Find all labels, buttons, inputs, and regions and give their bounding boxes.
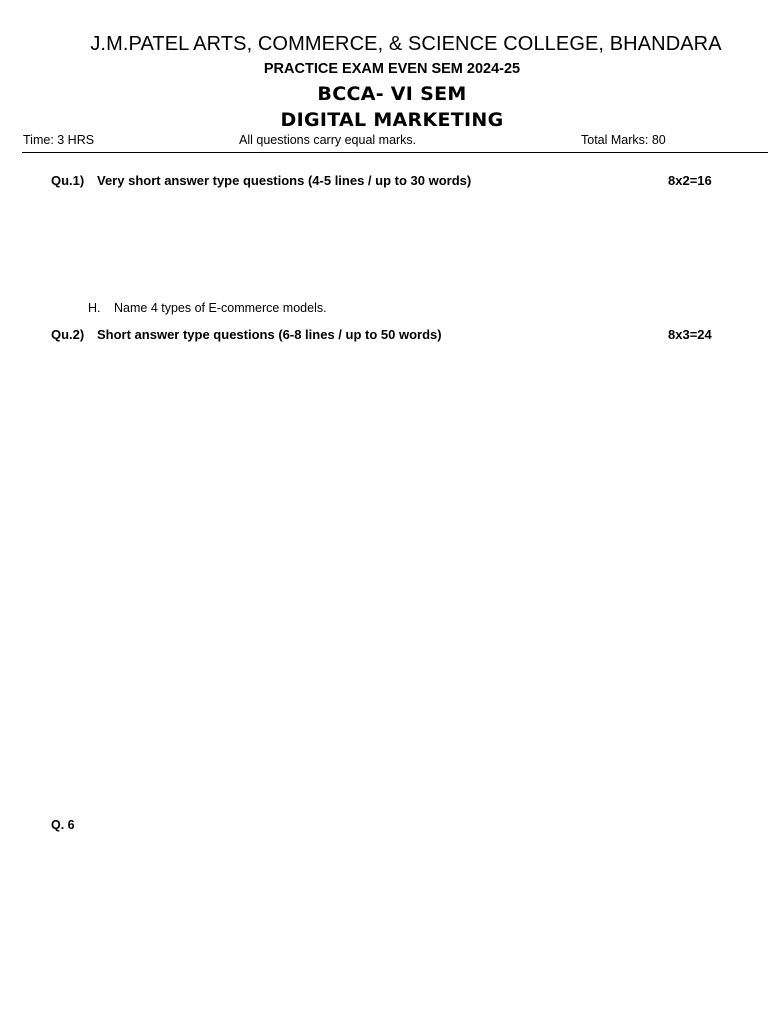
total-marks: Total Marks: 80 <box>581 133 666 147</box>
question-2-marks: 8x3=24 <box>668 327 712 342</box>
header-divider <box>22 152 768 153</box>
question-6-number: Q. 6 <box>51 818 75 832</box>
question-1-number: Qu.1) <box>51 173 85 188</box>
question-2-number: Qu.2) <box>51 327 85 342</box>
exam-instruction: All questions carry equal marks. <box>239 133 417 147</box>
exam-title: PRACTICE EXAM EVEN SEM 2024-25 <box>263 61 521 77</box>
course-title: BCCA- VI SEM <box>317 83 467 105</box>
question-1-item-text: Name 4 types of E-commerce models. <box>114 301 327 315</box>
question-1-item-label: H. <box>88 301 101 315</box>
college-name: J.M.PATEL ARTS, COMMERCE, & SCIENCE COLLEGE, BHANDARA <box>90 33 722 55</box>
question-1-marks: 8x2=16 <box>668 173 712 188</box>
question-1-text: Very short answer type questions (4-5 lines / up to 30 words) <box>97 173 472 188</box>
exam-duration: Time: 3 HRS <box>23 133 95 147</box>
question-2-text: Short answer type questions (6-8 lines / up to 50 words) <box>97 327 442 342</box>
subject-title: DIGITAL MARKETING <box>280 109 504 131</box>
